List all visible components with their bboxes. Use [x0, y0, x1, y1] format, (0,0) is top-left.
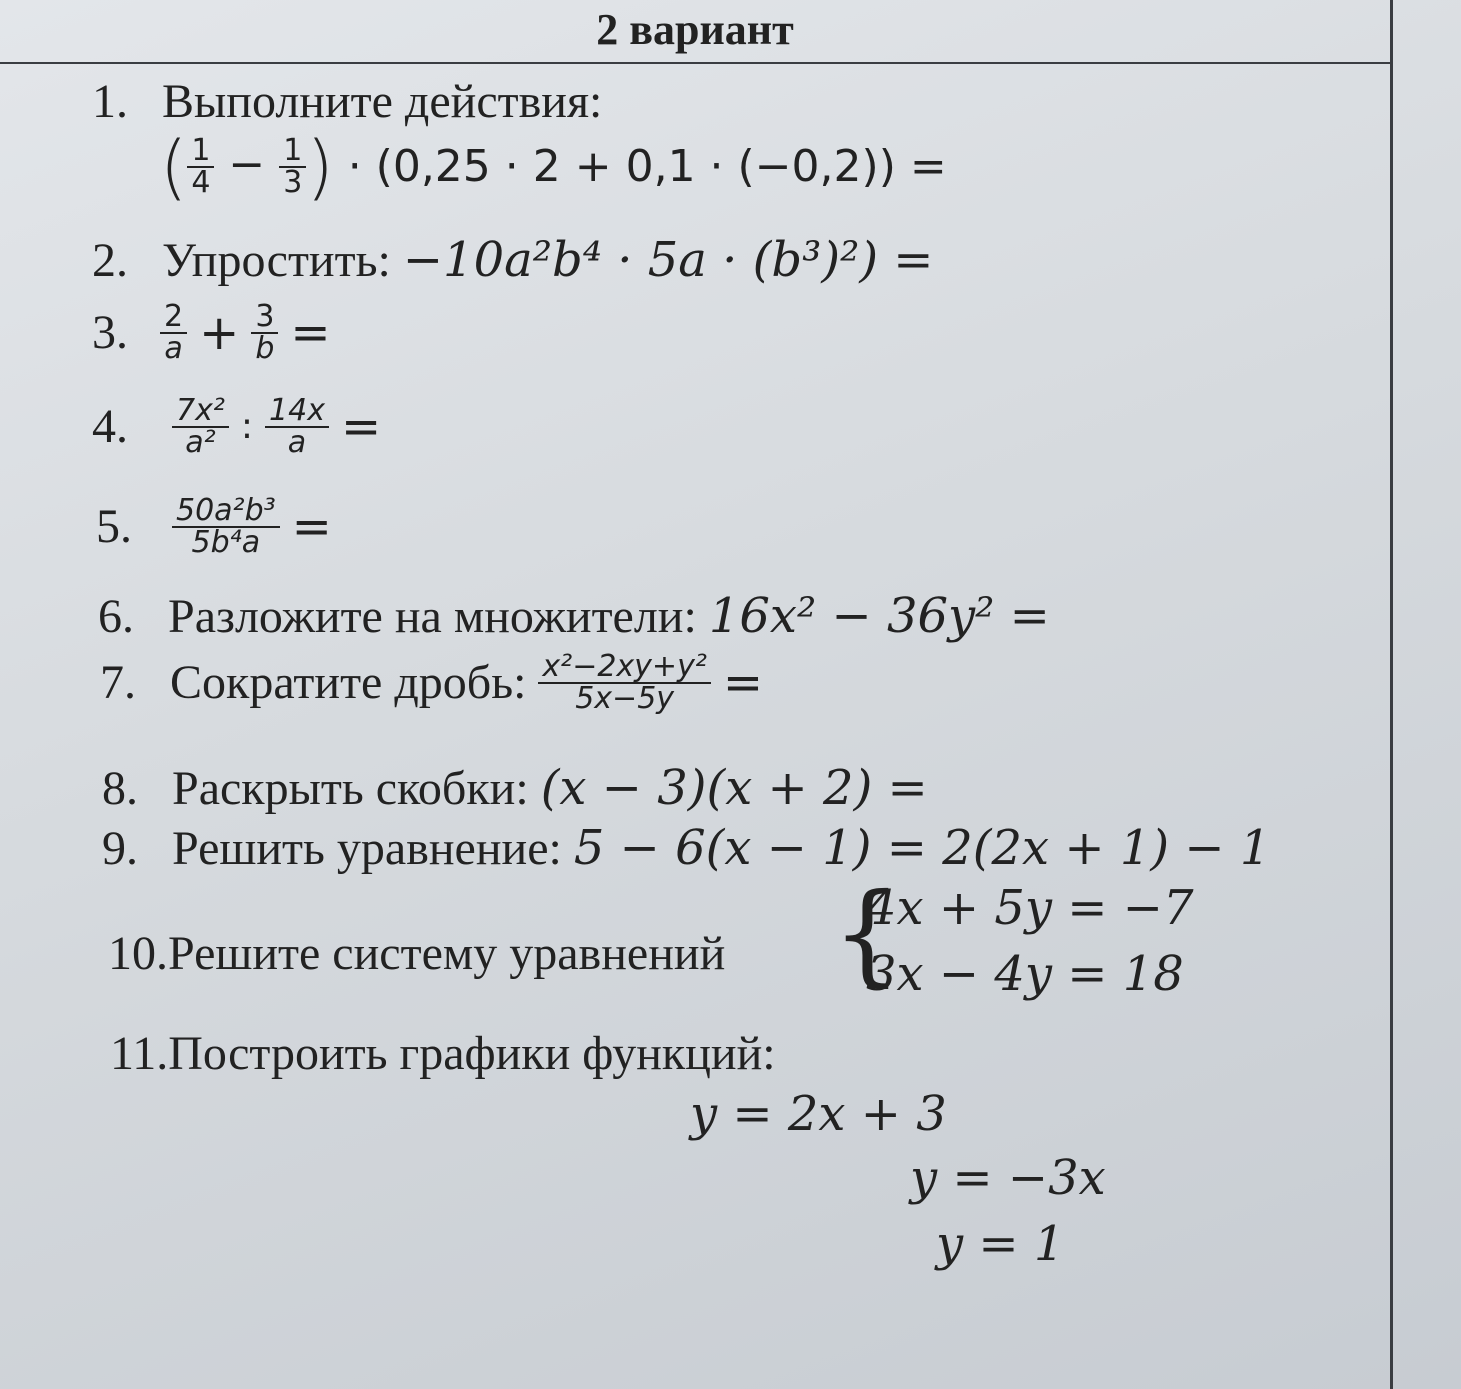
- task-label: Решить уравнение:: [172, 822, 562, 875]
- task-9-expression: 5 − 6(x − 1) = 2(2x + 1) − 1: [573, 820, 1271, 876]
- task-label: Выполните действия:: [162, 75, 603, 128]
- task-number: 5.: [96, 500, 132, 553]
- task-number: 11.: [110, 1027, 169, 1080]
- function-2: y = −3x: [910, 1150, 1106, 1206]
- fraction: $\frac{\text{50a²b³}}{\text{5b⁴a}}$: [172, 496, 280, 558]
- task-1-expression: ( $\frac{1}{4}$ − $\frac{1}{3}$ ) · (0,25 · 2 + 0,1 · (−0,2)) =: [160, 126, 947, 208]
- task-number: 7.: [100, 656, 136, 709]
- task-10-equation-1: 4x + 5y = −7: [866, 880, 1194, 936]
- task-number: 2.: [92, 234, 128, 287]
- task-1: [92, 75, 603, 128]
- task-2-expression: −10a²b⁴ · 5a · (b³)²) =: [402, 232, 934, 288]
- task-number: 3.: [92, 306, 128, 359]
- fraction: $\frac{2}{a}$: [160, 302, 187, 364]
- system-brace: {: [832, 869, 902, 997]
- task-number: 8.: [102, 762, 138, 815]
- close-paren: ): [306, 126, 334, 208]
- task-label: Решите систему уравнений: [168, 927, 726, 980]
- fraction: $\frac{1}{4}$: [187, 136, 214, 198]
- task-2: [92, 232, 934, 288]
- fraction: $\frac{1}{3}$: [279, 136, 306, 198]
- task-9: [102, 820, 1271, 876]
- task-4: 4. $\frac{\text{7x²}}{\text{a²}}$ : $\frac{14x}{a}$ =: [92, 393, 382, 460]
- fraction: $\frac{\text{x²−2xy+y²}}{5x-5y}$: [538, 652, 710, 714]
- task-7: 7. Сократите дробь: $\frac{\text{x²−2xy+y²}}{5x-5y}$ =: [100, 649, 764, 716]
- task-8: [102, 760, 928, 816]
- task-number: 4.: [92, 400, 128, 453]
- header-divider: [0, 62, 1392, 64]
- task-label: Разложите на множители:: [168, 590, 697, 643]
- task-6: [98, 588, 1050, 644]
- task-label: Раскрыть скобки:: [172, 762, 529, 815]
- fraction: $\frac{14x}{a}$: [265, 396, 329, 458]
- fraction: $\frac{3}{b}$: [251, 302, 278, 364]
- task-number: 10.: [108, 927, 168, 980]
- task-label: Упростить:: [162, 234, 391, 287]
- task-label: Сократите дробь:: [170, 656, 527, 709]
- task-6-expression: 16x² − 36y² =: [708, 588, 1050, 644]
- task-3: 3. $\frac{2}{a}$ + $\frac{3}{b}$ =: [92, 299, 331, 366]
- task-11: [110, 1027, 776, 1080]
- task-label: Построить графики функций:: [168, 1027, 776, 1080]
- task-10: [108, 927, 726, 980]
- task-number: 9.: [102, 822, 138, 875]
- open-paren: (: [160, 126, 188, 208]
- task-number: 1.: [92, 75, 128, 128]
- task-8-expression: (x − 3)(x + 2) =: [540, 760, 928, 816]
- task-5: 5. $\frac{\text{50a²b³}}{\text{5b⁴a}}$ =: [96, 493, 332, 560]
- fraction: $\frac{\text{7x²}}{\text{a²}}$: [172, 396, 229, 458]
- task-number: 6.: [98, 590, 134, 643]
- task-10-equation-2: 3x − 4y = 18: [866, 946, 1184, 1002]
- function-3: y = 1: [936, 1216, 1065, 1272]
- function-1: y = 2x + 3: [690, 1086, 947, 1142]
- page-title: 2 вариант: [596, 5, 794, 54]
